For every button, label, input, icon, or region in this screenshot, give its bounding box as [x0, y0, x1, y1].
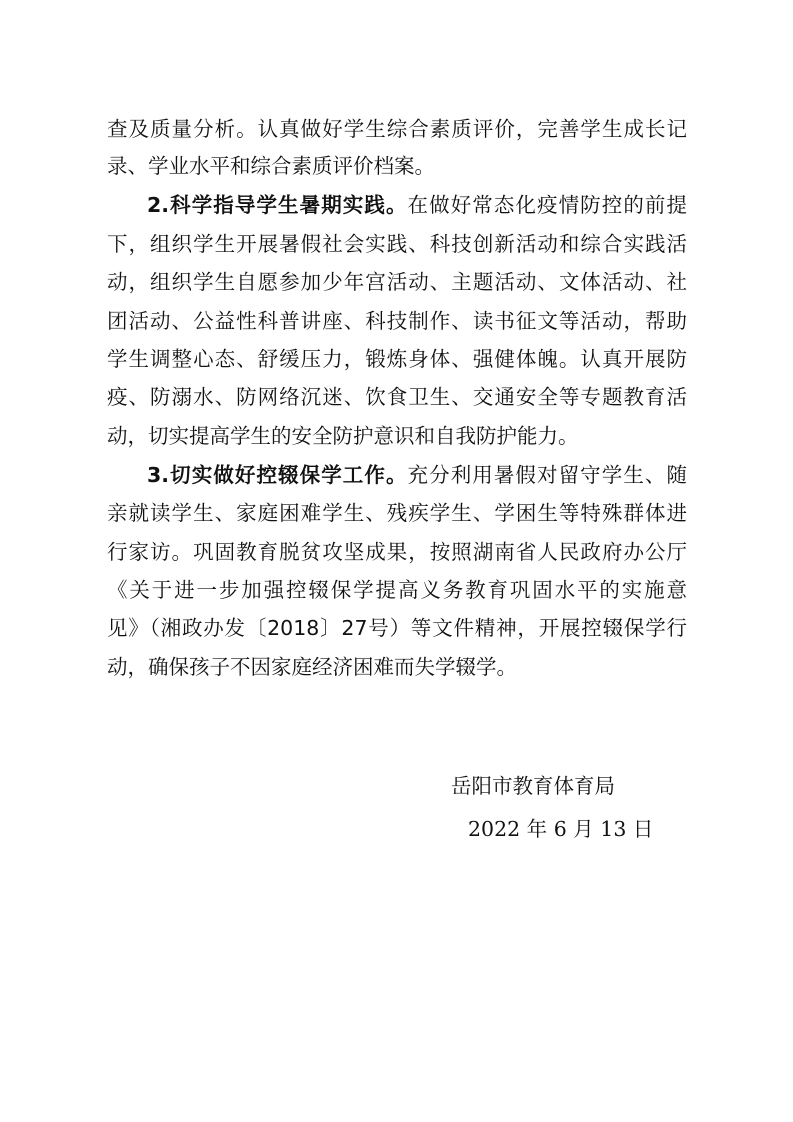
paragraph-line: 动，切实提高学生的安全防护意识和自我防护能力。 — [107, 424, 579, 448]
paragraph-line: 行家访。巩固教育脱贫攻坚成果，按照湖南省人民政府办公厅 — [107, 540, 687, 564]
paragraph-line: 亲就读学生、家庭困难学生、残疾学生、学困生等特殊群体进 — [107, 501, 687, 525]
paragraph-line: 录、学业水平和综合素质评价档案。 — [107, 154, 435, 178]
paragraph-line: 疫、防溺水、防网络沉迷、饮食卫生、交通安全等专题教育活 — [107, 385, 687, 409]
paragraph-line: 动，确保孩子不因家庭经济困难而失学辍学。 — [107, 655, 517, 679]
paragraph-text: 在做好常态化疫情防控的前提 — [407, 193, 687, 217]
paragraph-first-line — [147, 463, 687, 487]
paragraph-first-line — [147, 193, 687, 217]
section-heading: 3.切实做好控辍保学工作。 — [147, 463, 408, 487]
paragraph-line: 动，组织学生自愿参加少年宫活动、主题活动、文体活动、社 — [107, 270, 687, 294]
signature-date: 2022 年 6 月 13 日 — [468, 817, 654, 841]
signature-org: 岳阳市教育体育局 — [451, 774, 615, 798]
paragraph-line: 查及质量分析。认真做好学生综合素质评价，完善学生成长记 — [107, 117, 687, 141]
paragraph-line: 见》（湘政办发〔2018〕27号）等文件精神，开展控辍保学行 — [107, 616, 687, 640]
paragraph-line: 《关于进一步加强控辍保学提高义务教育巩固水平的实施意 — [107, 578, 687, 602]
paragraph-line: 团活动、公益性科普讲座、科技制作、读书征文等活动，帮助 — [107, 309, 687, 333]
paragraph-line: 下，组织学生开展暑假社会实践、科技创新活动和综合实践活 — [107, 232, 687, 256]
paragraph-line: 学生调整心态、舒缓压力，锻炼身体、强健体魄。认真开展防 — [107, 347, 687, 371]
paragraph-text: 充分利用暑假对留守学生、随 — [407, 463, 687, 487]
section-heading: 2.科学指导学生暑期实践。 — [147, 193, 408, 217]
